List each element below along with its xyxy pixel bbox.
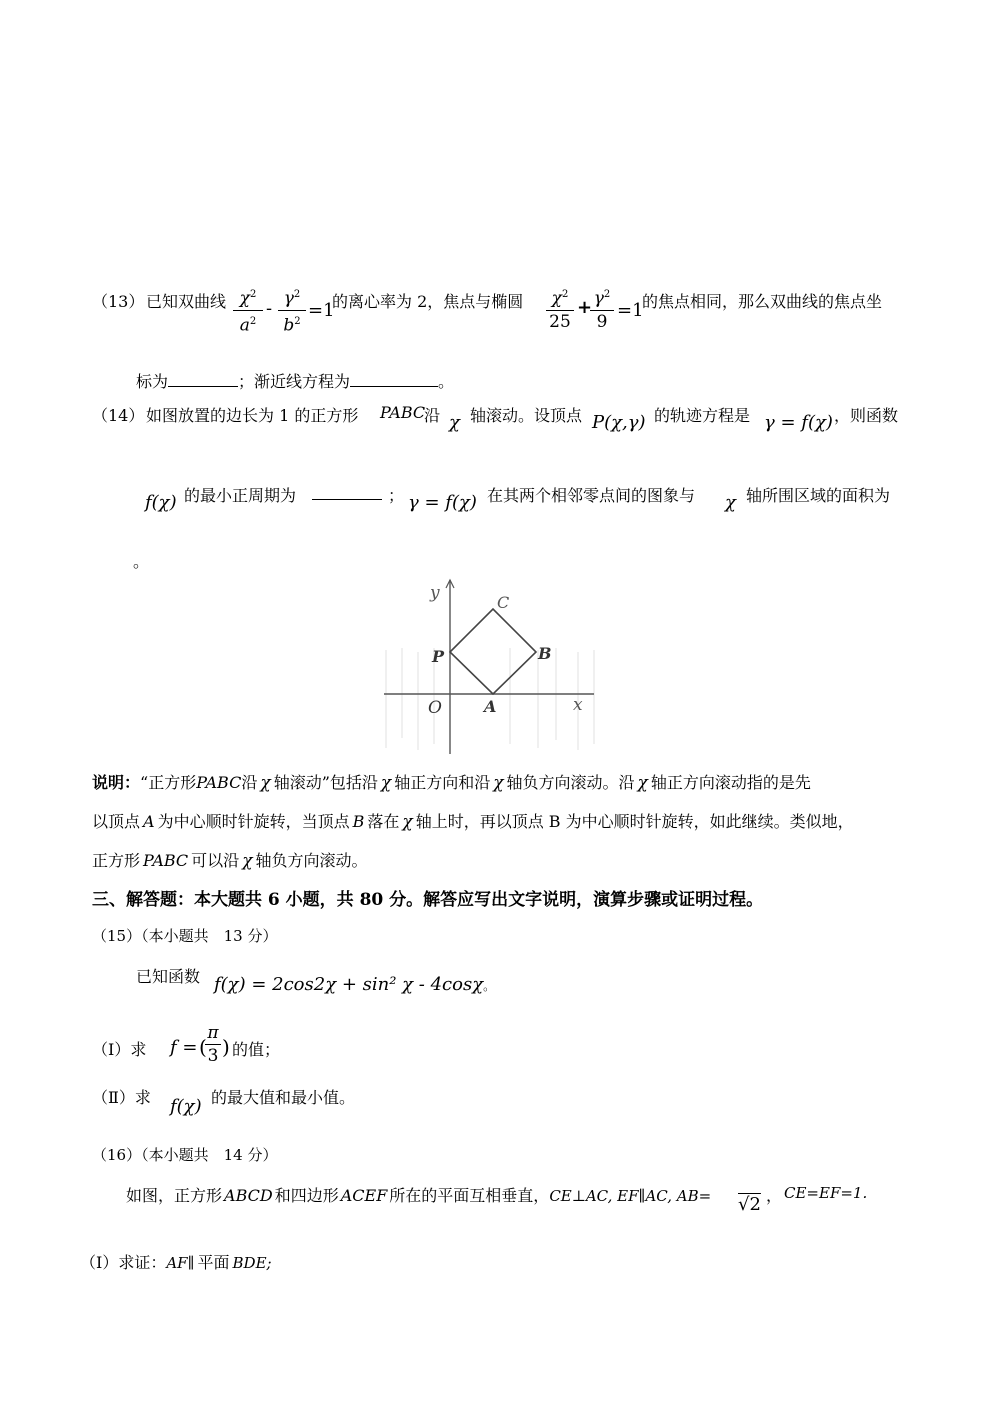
ell-9: 9	[596, 311, 608, 332]
q15-part-1-text: 的值；	[232, 1040, 281, 1059]
q14-text-9: 轴所围区域的面积为	[746, 486, 891, 505]
note-3d: χ	[242, 851, 253, 871]
q14-text-2: 沿	[424, 406, 441, 425]
ell-eq: =1	[617, 300, 644, 321]
rolling-square-figure	[380, 578, 602, 756]
q14-text-7: ；	[388, 486, 405, 505]
q16-text-1: 如图，正方形	[126, 1186, 223, 1205]
q15-part-2-text: 的最大值和最小值。	[211, 1088, 356, 1107]
label-p: P	[432, 647, 445, 666]
hyp-y: γ	[283, 288, 294, 309]
q16-plane: 平面	[197, 1253, 230, 1272]
note-1b: PABC	[196, 773, 242, 792]
note-2g: 轴上时，再以顶点 B 为中心顺时针旋转，如此继续。类似地，	[415, 812, 854, 831]
answer-blank-period[interactable]	[312, 481, 382, 500]
q14-chi-2: χ	[725, 492, 736, 513]
q15-part-1-label: （Ⅰ）求	[92, 1040, 147, 1059]
q16-part-1	[80, 1250, 272, 1273]
note-2f: χ	[402, 812, 413, 832]
note-1e: 轴滚动”包括沿	[273, 773, 378, 792]
label-y: y	[430, 583, 440, 603]
q16-abcd: ABCD	[224, 1186, 273, 1205]
note-1d: χ	[260, 773, 271, 793]
label-x: x	[573, 695, 583, 715]
paren-right: )	[222, 1035, 230, 1059]
q14-chi: χ	[449, 412, 460, 433]
q16-acef: ACEF	[340, 1186, 388, 1205]
q14-number: （14）	[92, 406, 145, 425]
hyperbola-fraction-x: $\chi^2$ $a^2$	[233, 284, 263, 336]
note-2e: 落在	[367, 812, 400, 831]
q14-p-point: P(χ,γ)	[592, 412, 646, 433]
q15-header: （15）（本小题共 13 分）	[92, 927, 278, 945]
q15-formula-dot: 。	[483, 979, 496, 993]
q14-text-5: ，则函数	[834, 406, 899, 425]
answer-blank-foci[interactable]	[168, 386, 238, 387]
q13-coord-label: 标为	[136, 372, 169, 391]
note-3b: PABC	[143, 851, 189, 870]
q16-conditions-2: CE=EF=1.	[784, 1184, 868, 1202]
ell-plus: +	[577, 297, 593, 318]
q13-text-4	[136, 369, 454, 392]
note-1k: 轴正方向滚动指的是先	[650, 773, 811, 792]
note-2d: B	[352, 812, 365, 831]
square-pabc	[450, 609, 536, 694]
q16-af: AF∥	[166, 1254, 195, 1272]
hyp-eq: =1	[308, 300, 335, 321]
note-3c: 可以沿	[191, 851, 240, 870]
note-1g: 轴正方向和沿	[394, 773, 491, 792]
q14-text-10: 。	[133, 552, 150, 571]
q14-f-chi: f(χ)	[145, 492, 177, 513]
note-1a: “正方形	[140, 773, 197, 792]
section-3-title: 三、解答题：本大题共 6 小题，共 80 分。解答应写出文字说明，演算步骤或证明过程。	[92, 890, 764, 910]
q16-part-1-label: （Ⅰ）求证：	[80, 1253, 167, 1272]
sqrt-2: √2	[738, 1194, 761, 1215]
q13-text-3: 的焦点相同，那么双曲线的焦点坐	[642, 292, 883, 311]
q16-conditions: CE⊥AC, EF∥AC, AB=	[549, 1187, 712, 1205]
pi-numerator: π	[207, 1023, 219, 1043]
note-3a: 正方形	[92, 851, 141, 870]
q14-pabc: PABC	[380, 403, 426, 422]
note-line-1	[92, 770, 811, 793]
q15-text-1: 已知函数	[136, 967, 201, 986]
note-1h: χ	[493, 773, 504, 793]
note-line-2	[92, 809, 854, 832]
note-2b: A	[143, 812, 155, 831]
note-line-3	[92, 848, 368, 871]
q15-part-2-f: f(χ)	[170, 1096, 202, 1117]
q13-text-2: 的离心率为 2，焦点与椭圆	[332, 292, 524, 311]
ellipse-fraction-y: $\gamma^2$ 9	[590, 284, 614, 333]
label-o: O	[428, 698, 442, 718]
q13-asymptote-label: ；渐近线方程为	[238, 372, 351, 391]
q13-text-1: 已知双曲线	[146, 292, 227, 311]
note-label: 说明：	[92, 773, 141, 792]
ell-25: 25	[549, 311, 571, 332]
answer-blank-asymptote[interactable]	[350, 386, 438, 387]
label-b: B	[538, 644, 552, 663]
label-a: A	[484, 697, 497, 716]
ell-x: χ	[551, 288, 562, 309]
q14-text-1: 如图放置的边长为 1 的正方形	[146, 406, 359, 425]
pi-denominator: 3	[207, 1046, 219, 1066]
pi-over-3	[205, 1022, 221, 1067]
q16-statement	[126, 1183, 711, 1206]
note-2a: 以顶点	[92, 812, 141, 831]
hyp-minus: -	[266, 298, 273, 319]
q16-text-2: 和四边形	[274, 1186, 339, 1205]
q15-part-2-label: （Ⅱ）求	[92, 1088, 151, 1107]
q15-formula	[214, 974, 495, 995]
hyp-x: χ	[239, 288, 250, 309]
hyp-a: a	[239, 315, 250, 336]
paren-left: (	[199, 1035, 207, 1059]
q14-text-3: 轴滚动。设顶点	[470, 406, 583, 425]
q15-part-1-f: f =	[170, 1037, 198, 1058]
note-2c: 为中心顺时针旋转，当顶点	[157, 812, 350, 831]
note-1f: χ	[380, 773, 392, 793]
q16-bde: BDE;	[232, 1254, 272, 1272]
hyp-b: b	[283, 315, 295, 336]
q16-comma: ，	[766, 1186, 783, 1205]
ell-y: γ	[593, 288, 604, 309]
q13-period: 。	[438, 372, 455, 391]
q13-number: （13）	[92, 292, 145, 311]
q14-y-eq: γ = f(χ)	[764, 412, 833, 433]
note-1j: χ	[637, 773, 648, 793]
hyperbola-fraction-y: $\gamma^2$ $b^2$	[278, 284, 306, 336]
q14-text-4: 的轨迹方程是	[654, 406, 751, 425]
q15-formula-text: f(χ) = 2cos2χ + sin² χ - 4cosχ	[214, 974, 484, 995]
label-c: C	[497, 593, 510, 612]
q14-y-eq-2: γ = f(χ)	[408, 492, 477, 513]
q16-header: （16）（本小题共 14 分）	[92, 1146, 278, 1164]
note-1i: 轴负方向滚动。沿	[506, 773, 635, 792]
ellipse-fraction-x: $\chi^2$ 25	[546, 284, 574, 333]
q16-text-3: 所在的平面互相垂直，	[389, 1186, 550, 1205]
note-3e: 轴负方向滚动。	[255, 851, 368, 870]
note-1c: 沿	[241, 773, 258, 792]
q14-text-6: 的最小正周期为	[184, 486, 297, 505]
q14-text-8: 在其两个相邻零点间的图象与	[487, 486, 696, 505]
